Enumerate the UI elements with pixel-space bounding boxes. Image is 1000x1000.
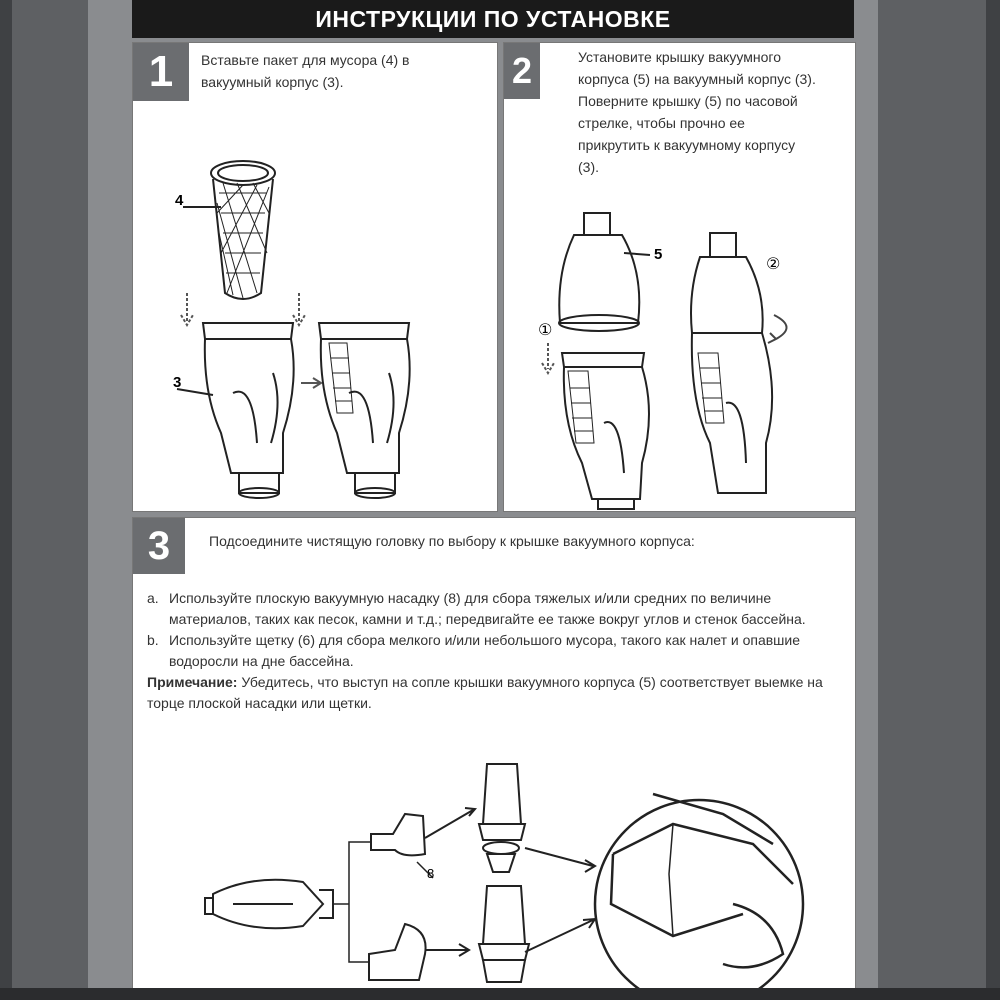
label-step-b: ②	[766, 254, 781, 273]
debris-bag-drawing	[211, 161, 275, 299]
step-3-intro: Подсоедините чистящую головку по выбору к крышке вакуумного корпуса:	[209, 533, 695, 549]
step-2-text: Установите крышку вакуумного корпуса (5) на вакуумный корпус (3). Поверните крышку (5) по часовой стрелке, чтобы прочно ее прикрутить к вакуумному корпусу (3).	[578, 49, 816, 175]
page-title: ИНСТРУКЦИИ ПО УСТАНОВКЕ	[132, 0, 854, 38]
note-label: Примечание:	[147, 674, 238, 690]
lid-drawing	[559, 213, 639, 331]
flat-nozzle-drawing	[371, 814, 425, 855]
list-item	[147, 588, 837, 630]
step-1-text: Вставьте пакет для мусора (4) в вакуумный корпус (3).	[201, 52, 410, 90]
step-3-list	[147, 588, 837, 714]
brush-drawing	[369, 924, 426, 980]
step-3-illustration	[133, 754, 855, 989]
step-2-panel	[503, 42, 856, 512]
label-bag-4: 4	[175, 192, 184, 209]
list-item-marker: b.	[147, 632, 159, 648]
step-1-panel	[132, 42, 498, 512]
bottom-bar	[0, 988, 1000, 1000]
label-nozzle-8: 8	[427, 866, 435, 881]
step-1-illustration	[133, 143, 497, 511]
assembled-body-drawing	[691, 233, 772, 493]
frame-right	[986, 0, 1000, 1000]
step-2-illustration	[504, 203, 855, 511]
list-item-text: Используйте плоскую вакуумную насадку (8) для сбора тяжелых и/или средних по величине материалов, таких как песок, камни и т.д.; передвигайте ее также вокруг углов и стенок бассейна.	[169, 590, 806, 627]
vacuum-body-drawing-left	[562, 353, 649, 509]
assembled-brush-drawing	[479, 886, 529, 982]
frame-left	[0, 0, 12, 1000]
label-step-a: ①	[538, 320, 553, 339]
step-3-panel	[132, 517, 856, 990]
magnified-detail-drawing	[595, 794, 803, 989]
label-lid-5: 5	[654, 246, 663, 263]
label-body-3: 3	[173, 374, 182, 391]
list-item-marker: a.	[147, 590, 159, 606]
step-2-number: 2	[504, 43, 540, 99]
list-item	[147, 630, 837, 672]
step-1-number: 1	[133, 43, 189, 101]
vacuum-body-drawing	[203, 323, 294, 498]
assembled-nozzle-drawing	[479, 764, 525, 872]
note-text: Убедитесь, что выступ на сопле крышки вакуумного корпуса (5) соответствует выемке на торце плоской насадки или щетки.	[147, 674, 823, 711]
list-item-text: Используйте щетку (6) для сбора мелкого и/или небольшого мусора, такого как налет и опавшие водоросли на дне бассейна.	[169, 632, 801, 669]
vacuum-head-drawing	[205, 880, 333, 929]
vacuum-body-with-bag-drawing	[319, 323, 410, 498]
step-3-number: 3	[133, 518, 185, 574]
note	[147, 672, 837, 714]
